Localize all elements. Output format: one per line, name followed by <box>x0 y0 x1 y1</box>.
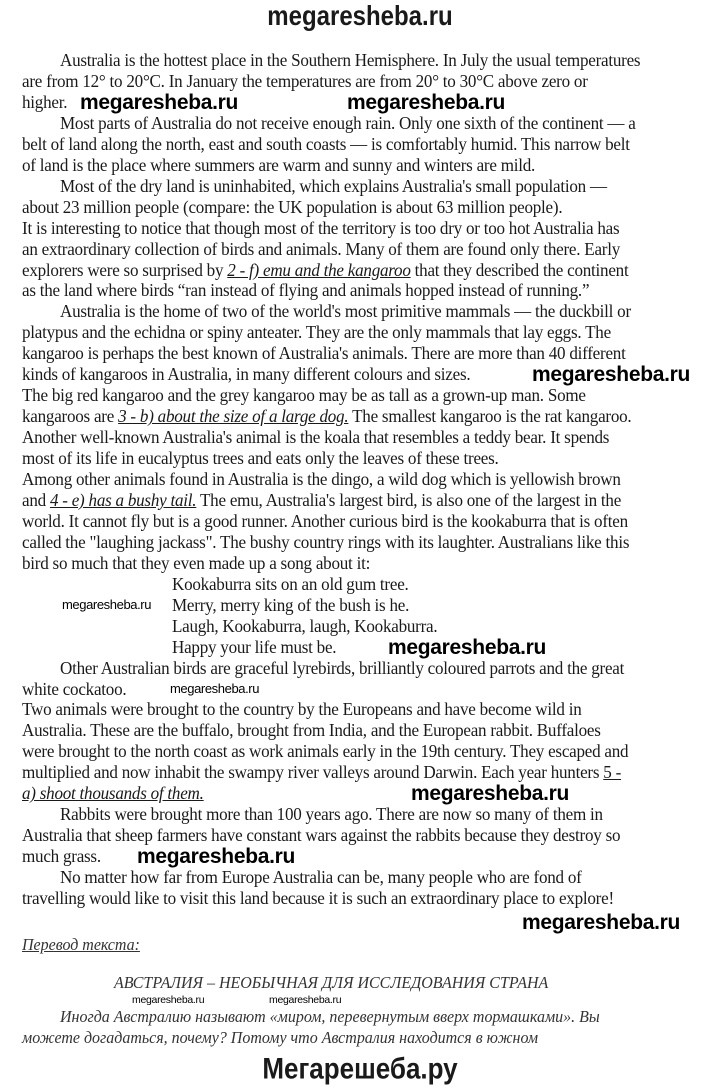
text-line <box>60 301 631 322</box>
text-span: Kookaburra sits on an old gum tree. <box>172 573 409 594</box>
site-header-watermark: megaresheba.ru <box>267 0 453 32</box>
text-line <box>60 50 640 71</box>
text-span: Most parts of Australia do not receive enough rain. Only one sixth of the continent — a <box>60 112 636 133</box>
text-span: Two animals were brought to the country by the Europeans and have become wild in <box>22 699 582 720</box>
text-span: Among other animals found in Australia is the dingo, a wild dog which is yellowish brown <box>22 469 621 489</box>
text-span: are from 12° to 20°C. In January the temperatures are from 20° to 30°C above zero or <box>22 70 588 91</box>
translation-label: Перевод текста: <box>22 935 140 954</box>
text-line <box>22 134 630 155</box>
answer-highlight: a) shoot thousands of them. <box>22 783 204 804</box>
text-span: higher. <box>22 91 68 112</box>
text-line <box>22 846 101 867</box>
text-line <box>22 322 611 343</box>
watermark: megaresheba.ru <box>532 363 691 386</box>
text-span: an extraordinary collection of birds and animals. Many of them are found only there. Early <box>22 238 621 259</box>
text-span: Merry, merry king of the bush is he. <box>172 594 410 615</box>
text-line <box>22 511 628 532</box>
text-span: Rabbits were brought more than 100 years ago. There are now so many of them in <box>60 804 603 825</box>
text-span: explorers were so surprised by <box>22 259 228 280</box>
text-span: Happy your life must be. <box>172 636 337 657</box>
text-line <box>22 825 620 846</box>
text-line <box>22 239 620 260</box>
text-line <box>22 553 370 574</box>
text-span: platypus and the echidna or spiny anteater. They are the only mammals that lay eggs. The <box>22 322 611 343</box>
watermark: megaresheba.ru <box>269 994 342 1006</box>
text-span: bird so much that they even made up a song about it: <box>22 552 371 573</box>
watermark: megaresheba.ru <box>411 782 570 805</box>
text-line <box>22 364 470 385</box>
text-span: It is interesting to notice that though most of the territory is too dry or too hot Australia has <box>22 217 620 238</box>
text-span: about 23 million people (compare: the UK population is about 63 million people). <box>22 196 563 217</box>
text-span: as the land where birds “ran instead of flying and animals hopped instead of running.” <box>22 280 590 301</box>
text-span: kinds of kangaroos in Australia, in many different colours and sizes. <box>22 364 471 385</box>
poem-line <box>172 616 437 637</box>
text-span: much grass. <box>22 846 101 867</box>
text-line <box>60 804 603 825</box>
text-span: world. It cannot fly but is a good runner. Another curious bird is the kookaburra that is often <box>22 510 628 531</box>
answer-highlight: 5 - <box>603 762 622 783</box>
text-line <box>60 113 636 134</box>
text-span: The smallest kangaroo is the rat kangaroo. <box>348 406 632 427</box>
text-line <box>22 218 619 239</box>
text-line <box>22 406 631 427</box>
text-span: belt of land along the north, east and south coasts — is comfortably humid. This narrow belt <box>22 133 630 154</box>
answer-highlight: 2 - f) emu and the kangaroo <box>227 259 411 280</box>
text-span: Most of the dry land is uninhabited, which explains Australia's small population — <box>60 175 607 196</box>
poem-line <box>172 637 336 658</box>
text-line <box>22 783 204 804</box>
text-span: were brought to the north coast as work animals early in the 19th century. They escaped and <box>22 741 629 762</box>
text-span: multiplied and now inhabit the swampy river valleys around Darwin. Each year hunters <box>22 762 604 783</box>
text-line <box>22 260 628 281</box>
answer-highlight: 4 - e) has a bushy tail. <box>49 489 197 510</box>
answer-highlight: 3 - b) about the size of a large dog. <box>118 406 349 427</box>
text-span: of land is the place where summers are warm and sunny and winters are mild. <box>22 154 536 175</box>
text-line <box>22 490 621 511</box>
text-span: that they described the continent <box>410 259 629 280</box>
text-span: Australia. These are the buffalo, brought from India, and the European rabbit. Buffaloes <box>22 720 601 741</box>
watermark: megaresheba.ru <box>137 845 296 868</box>
text-line <box>22 385 586 406</box>
text-line <box>22 448 499 469</box>
translation-line: можете догадаться, почему? Потому что Австралия находится в южном <box>22 1028 539 1047</box>
text-span: The big red kangaroo and the grey kangaroo may be as tall as a grown-up man. Some <box>22 385 586 406</box>
watermark: megaresheba.ru <box>347 91 506 114</box>
text-line <box>22 92 67 113</box>
text-span: called the "laughing jackass". The bushy country rings with its laughter. Australians like this <box>22 531 630 552</box>
text-span: most of its life in eucalyptus trees and eats only the leaves of these trees. <box>22 448 499 469</box>
text-line <box>22 155 535 176</box>
text-span: travelling would like to visit this land because it is such an extraordinary place to explore! <box>22 888 614 908</box>
poem-line <box>172 574 409 595</box>
watermark: megaresheba.ru <box>388 636 547 659</box>
text-line <box>22 762 621 783</box>
text-span: and <box>22 489 50 510</box>
text-span: kangaroos are <box>22 406 119 427</box>
poem-line <box>172 595 409 616</box>
text-span: Australia is the home of two of the world's most primitive mammals — the duckbill or <box>60 301 631 322</box>
text-line <box>22 469 621 490</box>
text-line <box>60 658 624 679</box>
text-span: Australia is the hottest place in the Southern Hemisphere. In July the usual temperatures <box>60 50 641 70</box>
text-line <box>22 888 614 909</box>
text-line <box>22 197 562 218</box>
text-line <box>22 679 126 700</box>
text-span: kangaroo is perhaps the best known of Australia's animals. There are more than 40 different <box>22 343 626 364</box>
text-line <box>22 280 589 301</box>
translation-title: АВСТРАЛИЯ – НЕОБЫЧНАЯ ДЛЯ ИССЛЕДОВАНИЯ СТРАНА <box>114 973 549 992</box>
text-span: No matter how far from Europe Australia can be, many people who are fond of <box>60 867 582 888</box>
watermark: megaresheba.ru <box>62 597 152 612</box>
text-line <box>60 176 607 197</box>
text-line <box>60 867 582 888</box>
text-line <box>22 741 628 762</box>
text-span: Another well-known Australia's animal is the koala that resembles a teddy bear. It spends <box>22 427 610 448</box>
text-line <box>22 532 629 553</box>
text-span: Other Australian birds are graceful lyrebirds, brilliantly coloured parrots and the great <box>60 657 625 678</box>
text-line <box>22 427 609 448</box>
text-span: white cockatoo. <box>22 678 127 699</box>
text-line <box>22 343 626 364</box>
site-footer-watermark: Мегарешеба.ру <box>262 1050 458 1086</box>
watermark: megaresheba.ru <box>170 681 260 696</box>
watermark: megaresheba.ru <box>132 994 205 1006</box>
text-line <box>22 71 588 92</box>
text-line <box>22 720 601 741</box>
text-line <box>22 699 581 720</box>
translation-line: Иногда Австралию называют «миром, перевернутым вверх тормашками». Вы <box>60 1007 600 1026</box>
text-span: Australia that sheep farmers have constant wars against the rabbits because they destroy so <box>22 825 621 846</box>
watermark: megaresheba.ru <box>522 911 681 934</box>
text-span: Laugh, Kookaburra, laugh, Kookaburra. <box>172 615 438 636</box>
watermark: megaresheba.ru <box>80 91 239 114</box>
text-span: The emu, Australia's largest bird, is also one of the largest in the <box>196 489 622 510</box>
